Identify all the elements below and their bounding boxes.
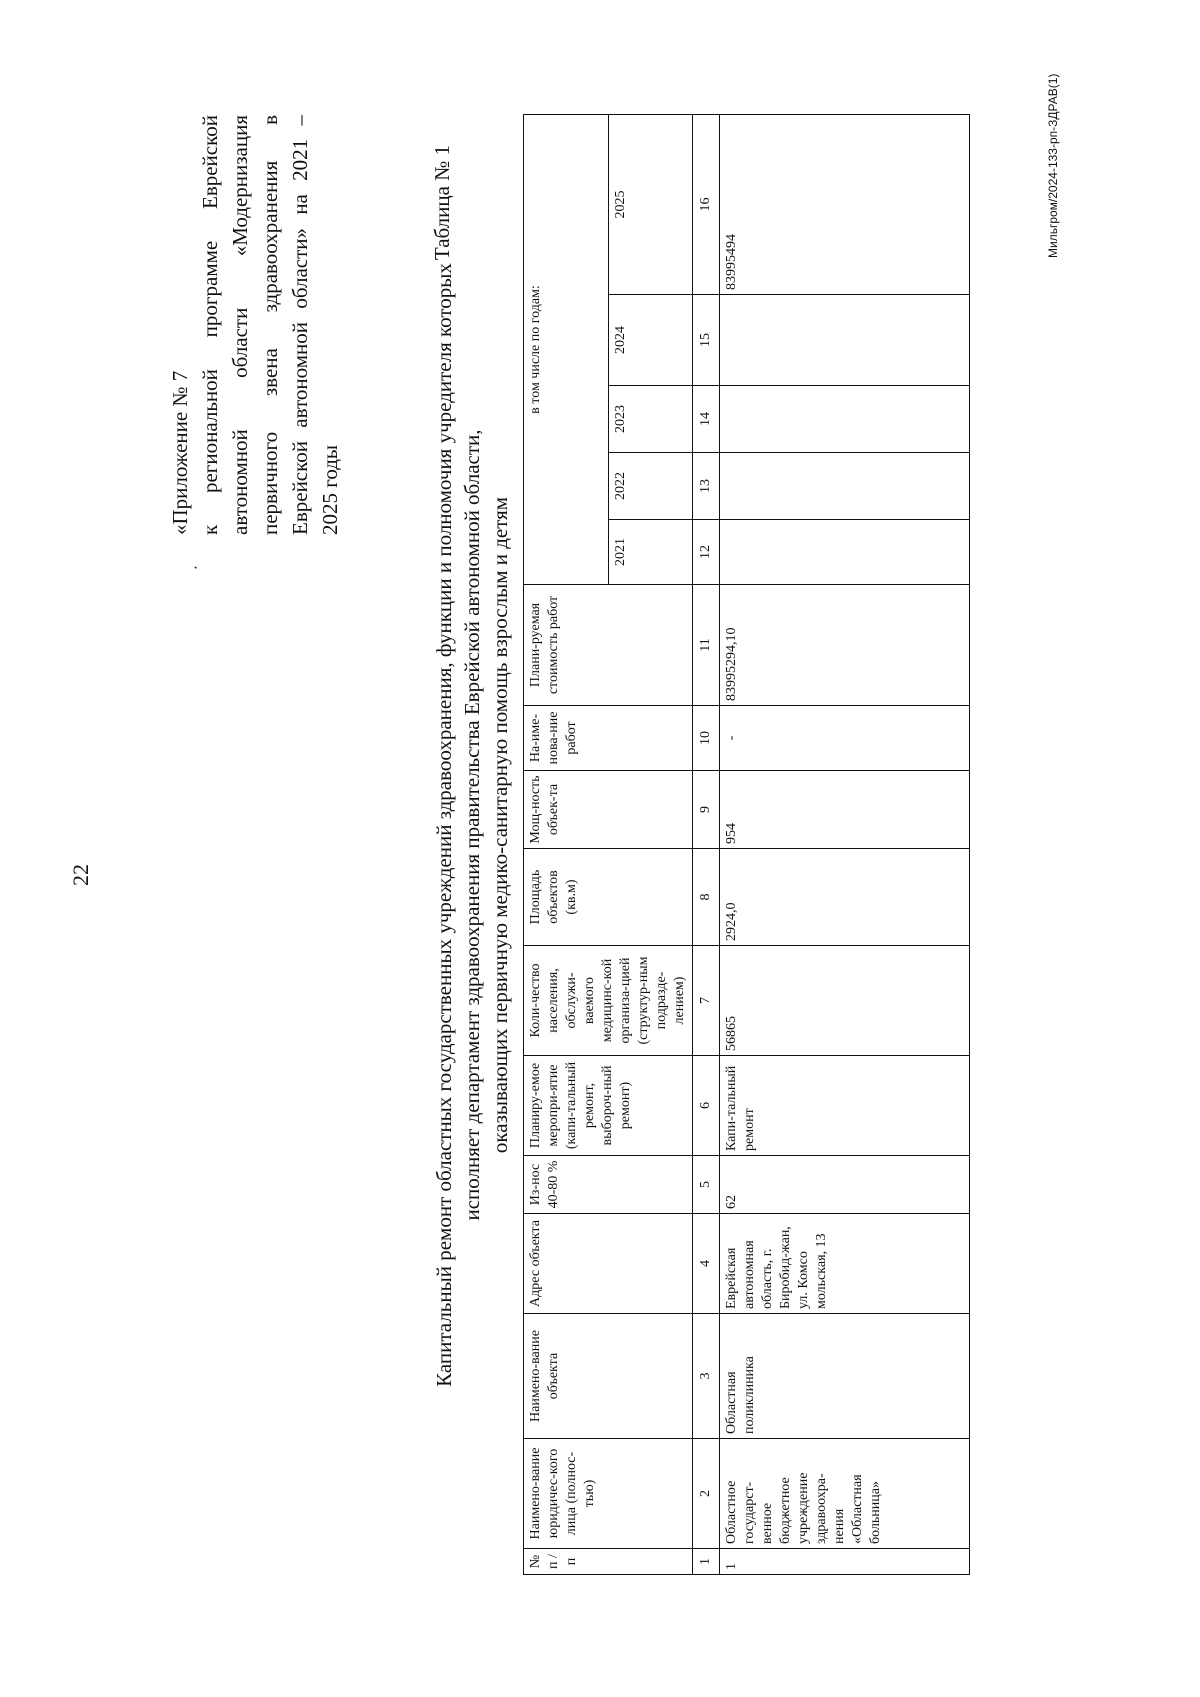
cell-wear: 62 — [720, 1156, 970, 1214]
table-title — [430, 115, 514, 1535]
cell-capacity: 954 — [720, 771, 970, 849]
header-year-2022: 2022 — [608, 453, 693, 520]
cell-object-name: Областная поликлиника — [720, 1314, 970, 1439]
appendix-block — [165, 115, 345, 535]
column-number: 5 — [693, 1156, 720, 1214]
cell-area: 2924,0 — [720, 849, 970, 946]
cell-address: Еврейская автономная область, г. Биробид-жан, ул. Комсо мольская, 13 — [720, 1214, 970, 1314]
cell-number: 1 — [720, 1549, 970, 1575]
header-year-2023: 2023 — [608, 386, 693, 453]
column-number: 9 — [693, 771, 720, 849]
cell-year-2025: 83995494 — [720, 115, 970, 295]
column-number: 8 — [693, 849, 720, 946]
table-title-line-2: исполняет департамент здравоохранения правительства Еврейской автономной области, — [460, 429, 484, 1221]
cell-works: - — [720, 706, 970, 771]
repair-table — [523, 114, 970, 1575]
cell-planned-cost: 83995294,10 — [720, 585, 970, 706]
column-number: 7 — [693, 946, 720, 1056]
cell-year-2024 — [720, 295, 970, 386]
column-number: 6 — [693, 1056, 720, 1156]
header-by-year: в том числе по годам: — [524, 115, 609, 585]
column-number: 12 — [693, 520, 720, 585]
header-wear: Из-нос 40-80 % — [524, 1156, 693, 1214]
page-number: 22 — [68, 864, 93, 886]
stray-mark: · — [193, 560, 199, 577]
footer-document-code: Мильгром/2024-133-рп-ЗДРАВ(1) — [1046, 73, 1060, 258]
header-planned-measure: Планиру-емое меропри-ятие (капи-тальный ремонт, выбороч-ный ремонт) — [524, 1056, 693, 1156]
column-number: 15 — [693, 295, 720, 386]
cell-planned-measure: Капи-тальный ремонт — [720, 1056, 970, 1156]
table-header-row — [524, 115, 609, 1575]
header-address: Адрес объекта — [524, 1214, 693, 1314]
appendix-text: к региональной программе Еврейской автономной области «Модернизация первичного звена здравоохранения в Еврейской автономной области» на 2021 – 2025 годы — [198, 115, 342, 535]
column-number: 2 — [693, 1439, 720, 1549]
table-row — [720, 115, 970, 1575]
table-title-line-3: оказывающих первичную медико-санитарную помощь взрослым и детям — [488, 496, 512, 1154]
column-number: 11 — [693, 585, 720, 706]
column-number: 13 — [693, 453, 720, 520]
column-number: 4 — [693, 1214, 720, 1314]
table-title-line-1: Капитальный ремонт областных государственных учреждений здравоохранения, функции и полномочия учредителя которых — [432, 263, 456, 1387]
appendix-title: «Приложение № 7 — [168, 370, 192, 535]
table-number-label: Таблица № 1 — [430, 145, 454, 261]
header-legal-entity: Наимено-вание юридичес-кого лица (полнос-тью) — [524, 1439, 693, 1549]
cell-population: 56865 — [720, 946, 970, 1056]
column-number-row — [693, 115, 720, 1575]
header-area: Площадь объектов (кв.м) — [524, 849, 693, 946]
column-number: 1 — [693, 1549, 720, 1575]
cell-legal-entity: Областное государст-венное бюджетное учреждение здравоохра-нения «Областная больница» — [720, 1439, 970, 1549]
column-number: 16 — [693, 115, 720, 295]
cell-year-2023 — [720, 386, 970, 453]
header-works: На-име-нова-ние работ — [524, 706, 693, 771]
header-planned-cost: Плани-руемая стоимость работ — [524, 585, 693, 706]
header-year-2025: 2025 — [608, 115, 693, 295]
column-number: 10 — [693, 706, 720, 771]
column-number: 14 — [693, 386, 720, 453]
cell-year-2021 — [720, 520, 970, 585]
header-capacity: Мощ-ность объек-та — [524, 771, 693, 849]
header-population: Коли-чество населения, обслужи-ваемого медицинс-кой организа-цией (структур-ным подразде-лением) — [524, 946, 693, 1056]
header-year-2024: 2024 — [608, 295, 693, 386]
column-number: 3 — [693, 1314, 720, 1439]
header-year-2021: 2021 — [608, 520, 693, 585]
header-number: № п / п — [524, 1549, 693, 1575]
cell-year-2022 — [720, 453, 970, 520]
rotated-landscape-sheet — [165, 115, 1085, 1575]
header-object-name: Наимено-вание объекта — [524, 1314, 693, 1439]
